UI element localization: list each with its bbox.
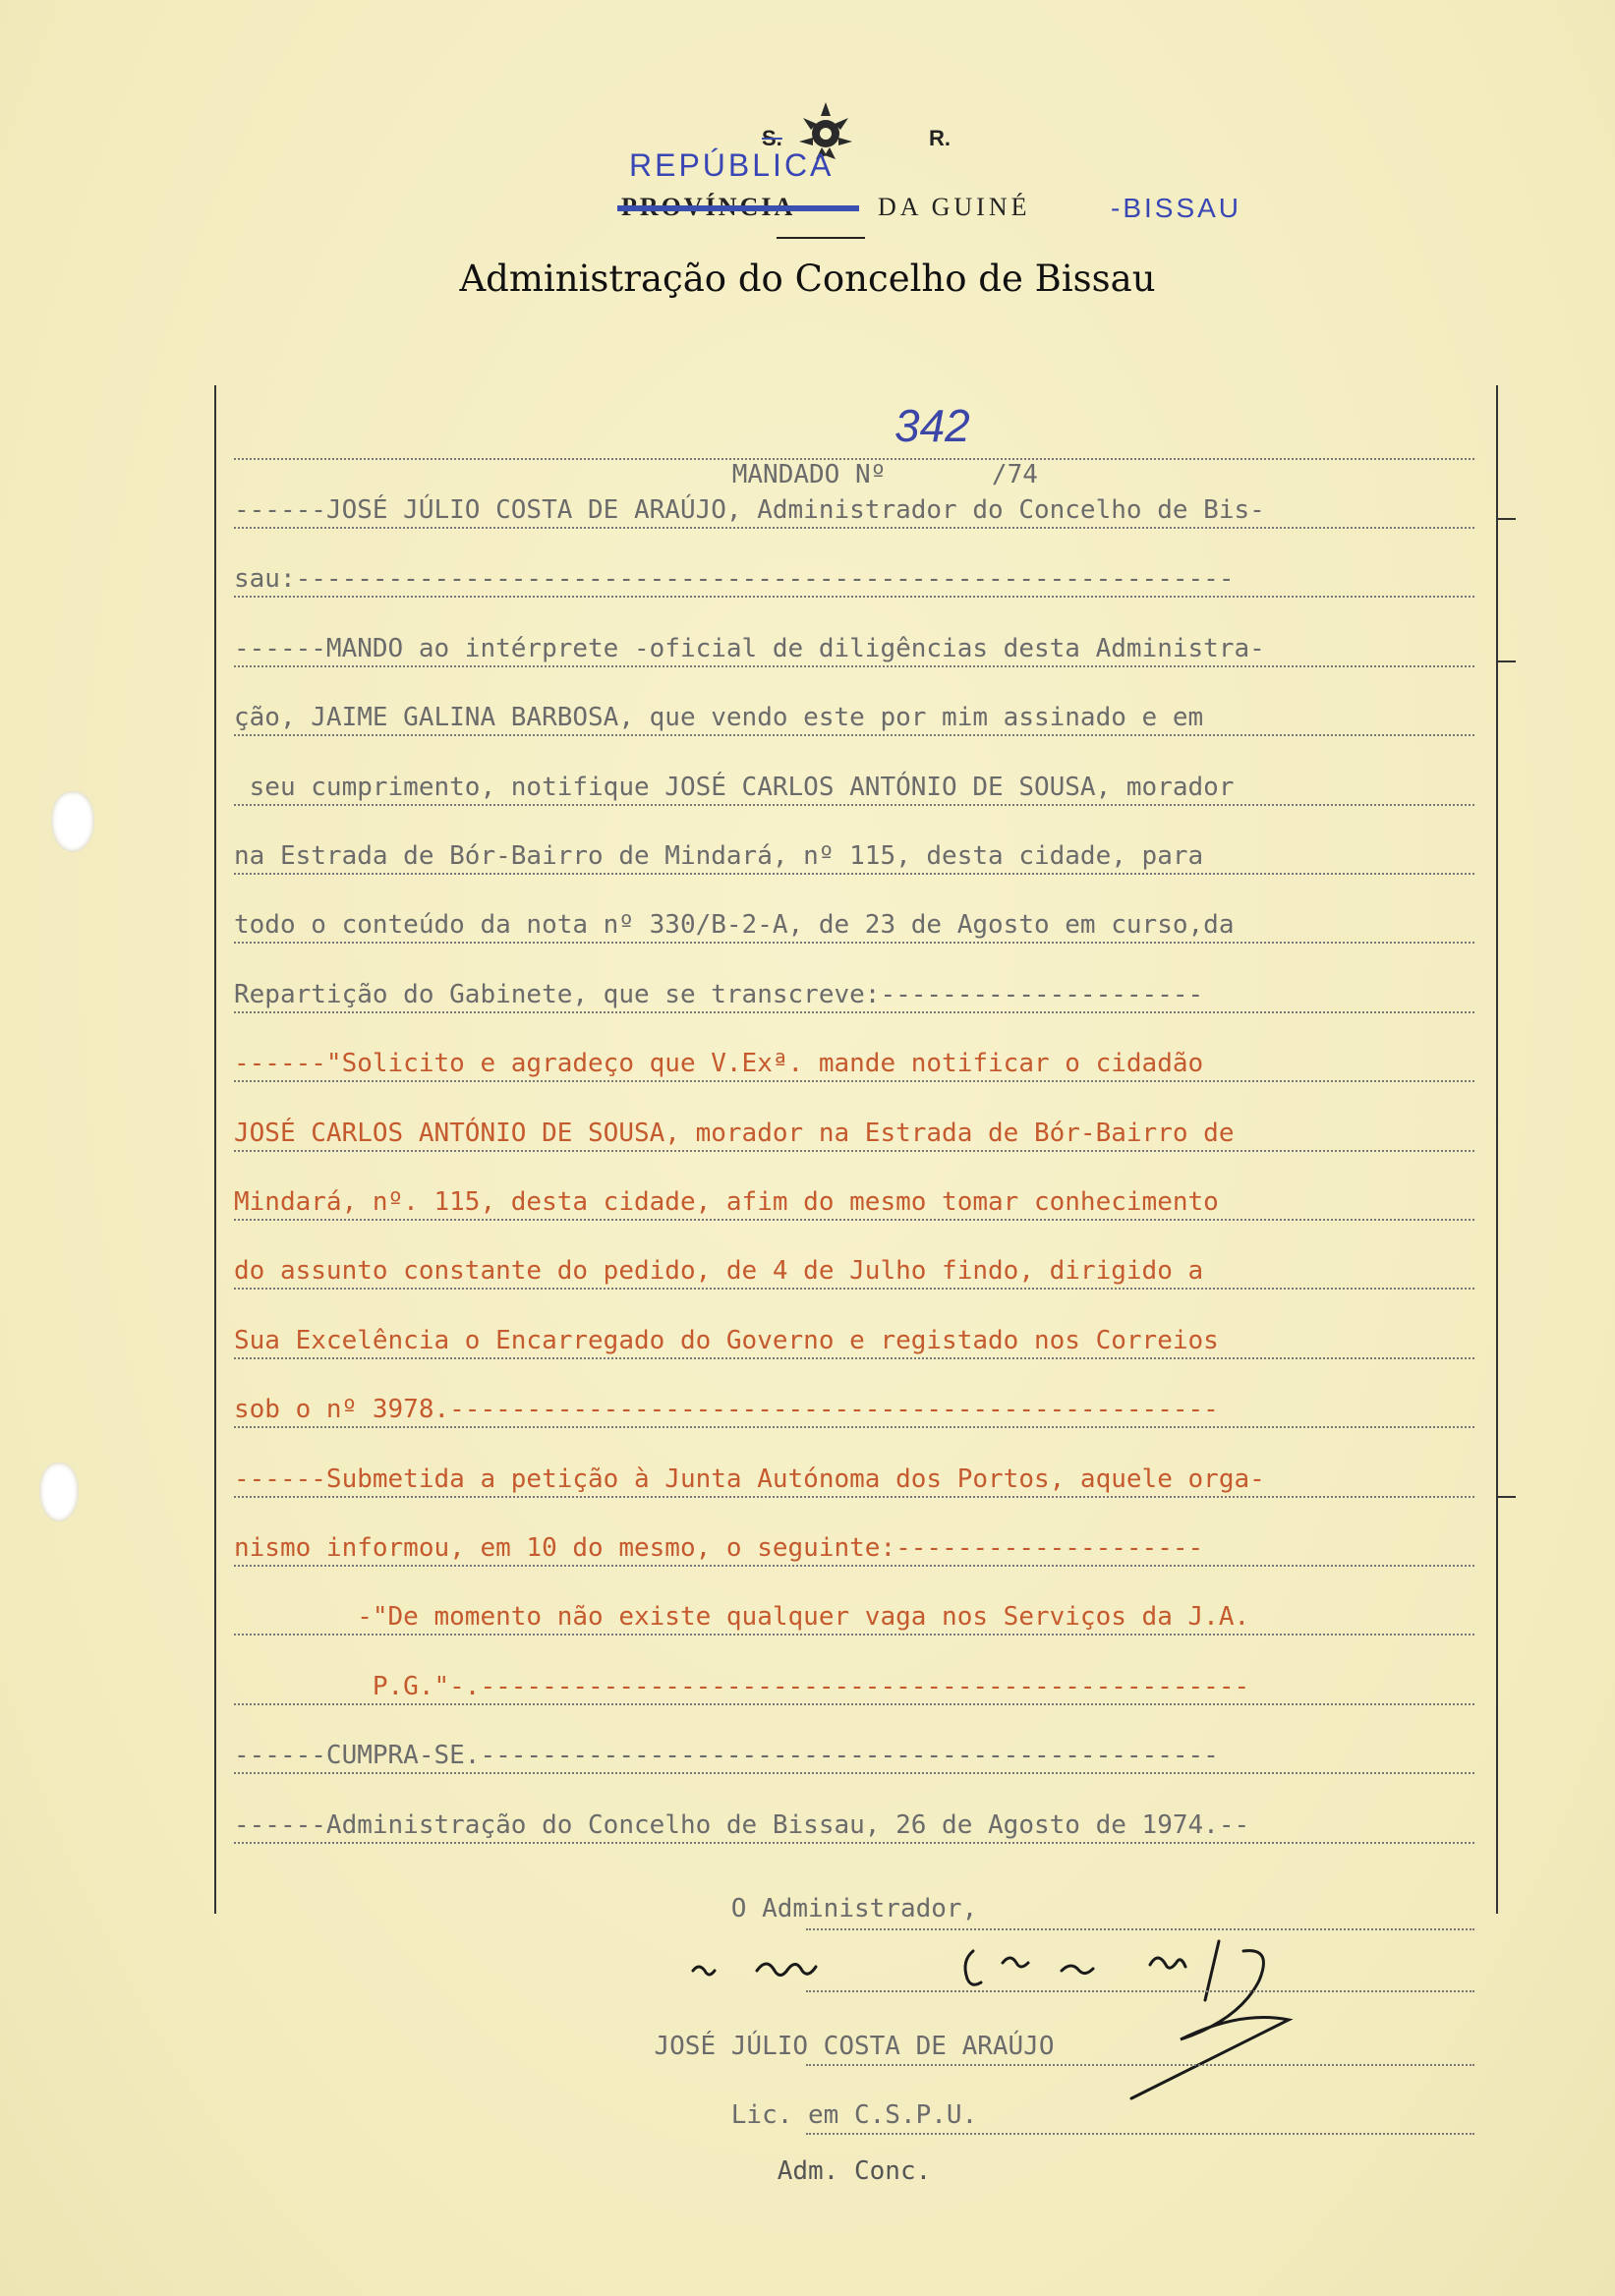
strike-through-mark — [617, 205, 859, 211]
body-line: ------CUMPRA-SE.------------------------------------------------ — [234, 1739, 1474, 1774]
margin-tick — [1498, 518, 1516, 520]
seal-letter-r: R. — [929, 126, 951, 150]
margin-tick — [1498, 1496, 1516, 1498]
body-line: Sua Excelência o Encarregado do Governo e registado nos Correios — [234, 1324, 1474, 1359]
body-line: todo o conteúdo da nota nº 330/B-2-A, de 23 de Agosto em curso,da — [234, 908, 1474, 944]
administrator-name: JOSÉ JÚLIO COSTA DE ARAÚJO — [654, 2032, 1055, 2061]
seal-letter-s: S. — [762, 126, 782, 150]
o-administrador-label: O Administrador, — [730, 1894, 978, 1923]
body-line: Mindará, nº. 115, desta cidade, afim do mesmo tomar conhecimento — [234, 1185, 1474, 1221]
margin-tick — [1498, 660, 1516, 662]
punch-hole — [39, 1463, 79, 1521]
dotted-rule — [806, 1990, 1474, 1992]
body-line: seu cumprimento, notifique JOSÉ CARLOS ANTÓNIO DE SOUSA, morador — [234, 771, 1474, 806]
body-line: Repartição do Gabinete, que se transcreve:--------------------- — [234, 978, 1474, 1013]
administrator-degree: Lic. em C.S.P.U. — [730, 2100, 978, 2130]
mandado-year: /74 — [991, 460, 1038, 489]
dotted-rule — [806, 2064, 1474, 2066]
bissau-handwritten: -BISSAU — [1111, 193, 1242, 223]
body-line: do assunto constante do pedido, de 4 de Julho findo, dirigido a — [234, 1254, 1474, 1290]
da-guine-heading: DA GUINÉ — [878, 193, 1031, 221]
dotted-rule — [806, 1928, 1474, 1930]
body-line: sob o nº 3978.-------------------------------------------------- — [234, 1393, 1474, 1428]
punch-hole — [51, 791, 94, 852]
body-line: ------JOSÉ JÚLIO COSTA DE ARAÚJO, Administrador do Concelho de Bis- — [234, 493, 1474, 529]
header-rule — [777, 237, 865, 239]
body-line: -"De momento não existe qualquer vaga nos Serviços da J.A. — [234, 1600, 1474, 1636]
body-line: nismo informou, em 10 do mesmo, o seguinte:-------------------- — [234, 1531, 1474, 1567]
mandado-prefix: MANDADO Nº — [731, 460, 901, 489]
right-margin-line — [1496, 385, 1498, 1914]
body-line: sau:------------------------------------------------------------- — [234, 562, 1474, 598]
left-margin-line — [214, 385, 216, 1914]
mandado-line — [234, 425, 1474, 489]
body-line: ------"Solicito e agradeço que V.Exª. mande notificar o cidadão — [234, 1047, 1474, 1082]
body-line: ção, JAIME GALINA BARBOSA, que vendo este por mim assinado e em — [234, 701, 1474, 736]
body-line: na Estrada de Bór-Bairro de Mindará, nº 115, desta cidade, para — [234, 839, 1474, 875]
administration-title: Administração do Concelho de Bissau — [459, 258, 1156, 300]
administrator-role: Adm. Conc. — [777, 2156, 932, 2186]
republica-handwritten: REPÚBLICA — [629, 147, 835, 183]
body-line: P.G."-.-------------------------------------------------- — [234, 1670, 1474, 1705]
body-line: ------MANDO ao intérprete -oficial de diligências desta Administra- — [234, 632, 1474, 667]
mandado-number-handwritten: 342 — [894, 400, 970, 451]
dotted-rule — [806, 2133, 1474, 2135]
body-line: ------Submetida a petição à Junta Autónoma dos Portos, aquele orga- — [234, 1463, 1474, 1498]
body-line: ------Administração do Concelho de Bissau, 26 de Agosto de 1974.-- — [234, 1808, 1474, 1844]
body-line: JOSÉ CARLOS ANTÓNIO DE SOUSA, morador na Estrada de Bór-Bairro de — [234, 1117, 1474, 1152]
